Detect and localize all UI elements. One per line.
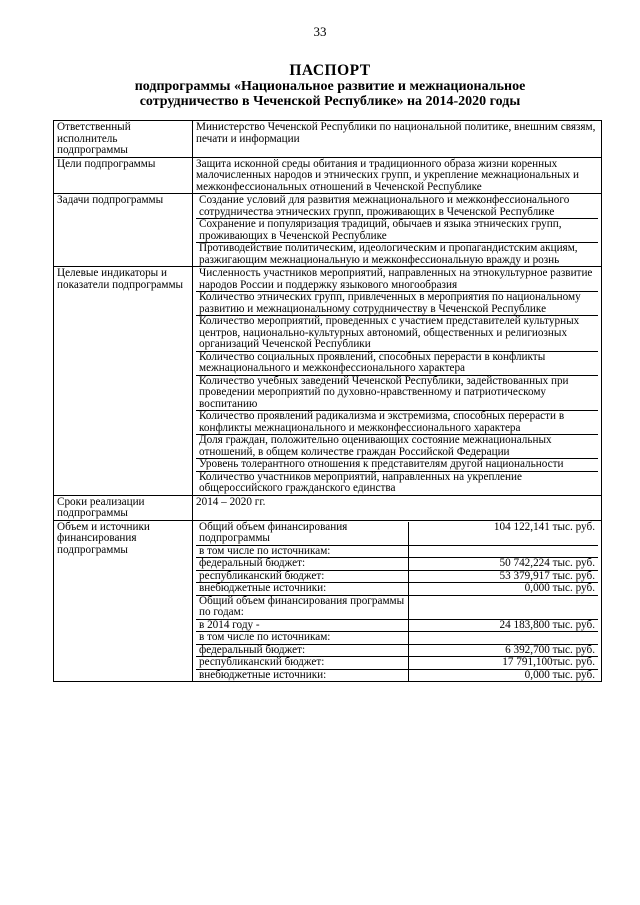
financing-line-value: 17 791,100тыс. руб. bbox=[409, 657, 599, 670]
indicator-item: Количество учебных заведений Чеченской Республики, задействованных при проведении мероприятий по духовно-нравственному и патриотическому воспитанию bbox=[196, 376, 598, 412]
financing-line bbox=[196, 657, 598, 670]
executor-label: Ответственный исполнитель подпрограммы bbox=[54, 121, 193, 158]
financing-line bbox=[196, 583, 598, 596]
indicator-item: Количество проявлений радикализма и экстремизма, способных перерасти в конфликты межнационального и межконфессионального характера bbox=[196, 411, 598, 435]
financing-line-name: в том числе по источникам: bbox=[196, 632, 409, 645]
financing-line-name: федеральный бюджет: bbox=[196, 558, 409, 571]
executor-value: Министерство Чеченской Республики по национальной политике, внешним связям, печати и информации bbox=[193, 121, 602, 158]
financing-line-value: 104 122,141 тыс. руб. bbox=[409, 522, 599, 546]
financing-line-name: внебюджетные источники: bbox=[196, 669, 409, 681]
indicator-item: Уровень толерантного отношения к представителям другой национальности bbox=[196, 459, 598, 472]
financing-line bbox=[196, 522, 598, 546]
indicator-item: Численность участников мероприятий, направленных на этнокультурное развитие народов России и поддержку языкового многообразия bbox=[196, 268, 598, 292]
financing-cell bbox=[193, 520, 602, 682]
task-item: Создание условий для развития межнационального и межконфессионального сотрудничества этнических групп, проживающих в Чеченской Республике bbox=[196, 195, 598, 219]
indicator-item: Количество участников мероприятий, направленных на укрепление общероссийского гражданского единства bbox=[199, 470, 522, 494]
financing-line-value bbox=[409, 595, 599, 619]
indicator-item: Количество мероприятий, проведенных с участием представителей культурных центров, национально-культурных автономий, общественных и религиозных организаций Чеченской Республики bbox=[196, 316, 598, 352]
financing-line-value bbox=[409, 545, 599, 558]
financing-line bbox=[196, 558, 598, 571]
indicators-label: Целевые индикаторы и показатели подпрограммы bbox=[54, 267, 193, 496]
financing-line-name: в 2014 году - bbox=[196, 619, 409, 632]
financing-line-name: федеральный бюджет: bbox=[196, 644, 409, 657]
financing-line-value: 24 183,800 тыс. руб. bbox=[409, 619, 599, 632]
financing-line-value: 50 742,224 тыс. руб. bbox=[409, 558, 599, 571]
row-tasks bbox=[54, 194, 602, 267]
goals-value: Защита исконной среды обитания и традиционного образа жизни коренных малочисленных народов и этнических групп, и укрепление межнациональных и межконфессиональных отношений в Чеченской Республике bbox=[193, 157, 602, 194]
page-number: 33 bbox=[313, 24, 327, 39]
financing-line bbox=[196, 644, 598, 657]
row-executor bbox=[54, 121, 602, 158]
financing-label: Объем и источники финансирования подпрограммы bbox=[54, 520, 193, 682]
financing-line-name: республиканский бюджет: bbox=[196, 657, 409, 670]
financing-line-name: в том числе по источникам: bbox=[196, 545, 409, 558]
task-item: Сохранение и популяризация традиций, обычаев и языка этнических групп, проживающих в Чеченской Республике bbox=[196, 219, 598, 243]
financing-line bbox=[196, 595, 598, 619]
row-goals bbox=[54, 157, 602, 194]
indicator-item: Количество социальных проявлений, способных перерасти в конфликты межнационального и межконфессионального характера bbox=[196, 352, 598, 376]
financing-line-value bbox=[409, 632, 599, 645]
title-line-3: сотрудничество в Чеченской Республике» на 2014-2020 годы bbox=[139, 94, 521, 109]
financing-line-name: Общий объем финансирования подпрограммы bbox=[196, 522, 409, 546]
financing-line-name: республиканский бюджет: bbox=[196, 570, 409, 583]
financing-table bbox=[196, 522, 598, 682]
financing-line bbox=[196, 545, 598, 558]
financing-line bbox=[196, 632, 598, 645]
financing-line-value: 0,000 тыс. руб. bbox=[409, 583, 599, 596]
indicator-item: Доля граждан, положительно оценивающих состояние межнациональных отношений, в общем количестве граждан Российской Федерации bbox=[196, 435, 598, 459]
title-line-1: ПАСПОРТ bbox=[289, 62, 371, 79]
financing-line-value: 53 379,917 тыс. руб. bbox=[409, 570, 599, 583]
goals-label: Цели подпрограммы bbox=[54, 157, 193, 194]
financing-line bbox=[196, 570, 598, 583]
passport-table bbox=[53, 120, 602, 682]
title-line-2: подпрограммы «Национальное развитие и межнациональное bbox=[134, 79, 526, 94]
terms-label: Сроки реализации подпрограммы bbox=[54, 495, 193, 520]
tasks-label: Задачи подпрограммы bbox=[54, 194, 193, 267]
row-financing bbox=[54, 520, 602, 682]
row-indicators bbox=[54, 267, 602, 496]
row-terms bbox=[54, 495, 602, 520]
document-title bbox=[90, 62, 570, 109]
indicators-list bbox=[193, 267, 602, 496]
financing-line-name: Общий объем финансирования программы по годам: bbox=[196, 595, 409, 619]
financing-line-name: внебюджетные источники: bbox=[196, 583, 409, 596]
financing-line-value: 0,000 тыс. руб. bbox=[524, 668, 595, 681]
financing-line bbox=[196, 669, 598, 681]
terms-value: 2014 – 2020 гг. bbox=[193, 495, 602, 520]
financing-line bbox=[196, 619, 598, 632]
indicator-item: Количество этнических групп, привлеченных в мероприятия по национальному развитию и межнациональному сотрудничеству в Чеченской Республике bbox=[196, 292, 598, 316]
tasks-list bbox=[193, 194, 602, 267]
task-item: Противодействие политическим, идеологическим и пропагандистским акциям, разжигающим межнациональную и межконфессиональную вражду и рознь bbox=[199, 242, 578, 266]
financing-line-value: 6 392,700 тыс. руб. bbox=[409, 644, 599, 657]
